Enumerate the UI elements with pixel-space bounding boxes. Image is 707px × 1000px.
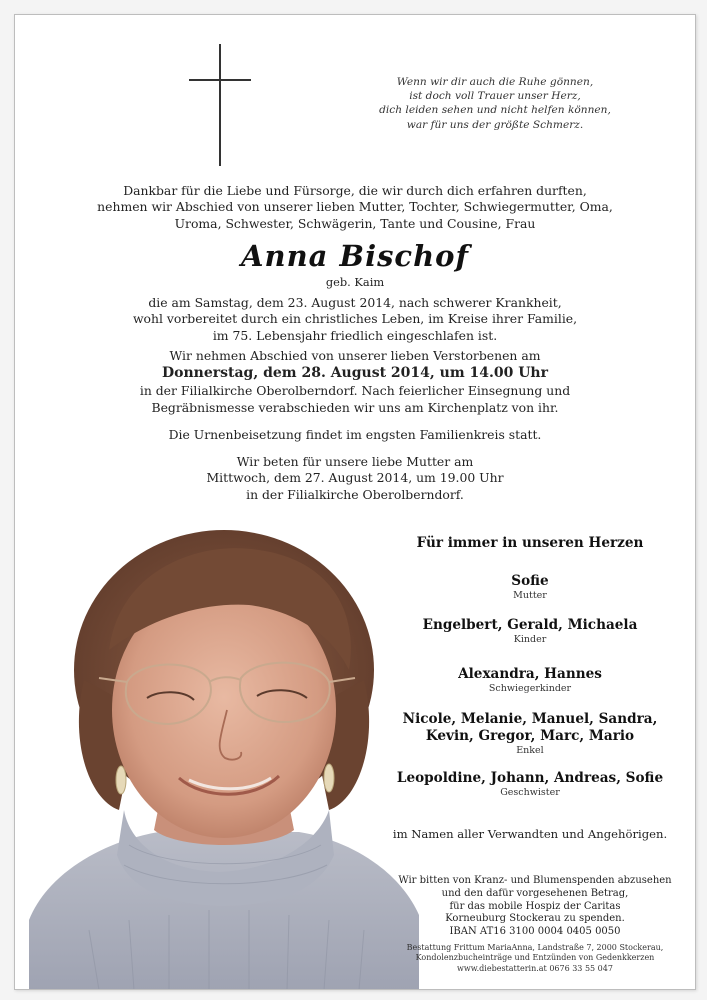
family-group-siblings: [385, 770, 675, 799]
passing-line: wohl vorbereitet durch ein christliches Leben, im Kreise ihrer Familie,: [132, 311, 578, 327]
funeral-date: Donnerstag, dem 28. August 2014, um 14.00 Uhr: [162, 365, 548, 382]
family-role: Enkel: [516, 745, 544, 756]
passing-line: im 75. Lebensjahr friedlich eingeschlafen ist.: [212, 327, 498, 343]
birth-name: [55, 274, 655, 290]
poem-line: war für uns der größte Schmerz.: [406, 118, 584, 131]
obituary-sheet: [14, 14, 696, 990]
family-names: Nicole, Melanie, Manuel, Sandra,: [402, 711, 658, 727]
family-names: Kevin, Gregor, Marc, Mario: [425, 728, 635, 744]
prayer-line: Wir beten für unsere liebe Mutter am: [236, 454, 474, 469]
donation-line: und den dafür vorgesehenen Betrag,: [441, 887, 629, 899]
family-group-children: [385, 617, 675, 646]
passing-text: [55, 295, 655, 344]
poem: [345, 75, 645, 132]
family-role: Schwiegerkinder: [488, 683, 572, 694]
intro-line: Dankbar für die Liebe und Fürsorge, die wir durch dich erfahren durften,: [123, 183, 587, 198]
cross-icon: [189, 44, 251, 166]
undertaker-info: [390, 943, 680, 974]
poem-line: ist doch voll Trauer unser Herz,: [409, 90, 581, 103]
family-role: Geschwister: [500, 787, 560, 798]
intro-line: Uroma, Schwester, Schwägerin, Tante und Cousine, Frau: [174, 215, 536, 231]
family-role: Mutter: [513, 590, 547, 601]
prayer-line: in der Filialkirche Oberolberndorf.: [246, 486, 464, 502]
deceased-name: Anna Bischof: [241, 239, 469, 273]
donation-iban: IBAN AT16 3100 0004 0405 0050: [449, 926, 621, 938]
undertaker-line: www.diebestatterin.at 0676 33 55 047: [457, 963, 613, 973]
undertaker-line: Kondolenzbucheinträge und Entzünden von Gedenkkerzen: [415, 953, 655, 963]
funeral-line: Begräbnismesse verabschieden wir uns am Kirchenplatz von ihr.: [151, 399, 559, 415]
poem-line: dich leiden sehen und nicht helfen können,: [379, 104, 611, 117]
family-heading: [385, 535, 675, 551]
funeral-text: [55, 348, 655, 416]
urn-text: [55, 427, 655, 443]
funeral-intro: Wir nehmen Abschied von unserer lieben Verstorbenen am: [169, 348, 541, 363]
family-group-children-in-law: [385, 666, 675, 695]
family-names: Alexandra, Hannes: [458, 666, 602, 682]
family-names: Sofie: [511, 573, 549, 589]
funeral-line: in der Filialkirche Oberolberndorf. Nach feierlicher Einsegnung und: [139, 383, 571, 399]
prayer-text: [55, 454, 655, 503]
undertaker-line: Bestattung Frittum MariaAnna, Landstraße 7, 2000 Stockerau,: [406, 943, 664, 952]
family-group-grandchildren: [385, 711, 675, 757]
family-closing: [385, 827, 675, 841]
family-names: Leopoldine, Johann, Andreas, Sofie: [396, 770, 664, 786]
intro-line: nehmen wir Abschied von unserer lieben Mutter, Tochter, Schwiegermutter, Oma,: [97, 199, 613, 215]
family-names: Engelbert, Gerald, Michaela: [422, 617, 638, 633]
intro-text: [55, 183, 655, 232]
poem-line: Wenn wir dir auch die Ruhe gönnen,: [396, 76, 594, 88]
birth-name-text: geb. Kaim: [325, 275, 385, 289]
donation-line: Korneuburg Stockerau zu spenden.: [445, 913, 625, 925]
portrait-photo: [29, 510, 419, 990]
family-role: Kinder: [513, 634, 547, 645]
family-group-mother: [385, 573, 675, 602]
donation-line: für das mobile Hospiz der Caritas: [449, 900, 621, 912]
prayer-line: Mittwoch, dem 27. August 2014, um 19.00 Uhr: [206, 470, 504, 486]
family-closing-text: im Namen aller Verwandten und Angehörigen.: [392, 827, 668, 841]
donation-line: Wir bitten von Kranz- und Blumenspenden abzusehen: [398, 875, 672, 886]
family-heading-text: Für immer in unseren Herzen: [416, 535, 644, 551]
donation-note: [390, 875, 680, 939]
passing-line: die am Samstag, dem 23. August 2014, nach schwerer Krankheit,: [148, 295, 562, 310]
urn-line: Die Urnenbeisetzung findet im engsten Familienkreis statt.: [168, 427, 542, 442]
